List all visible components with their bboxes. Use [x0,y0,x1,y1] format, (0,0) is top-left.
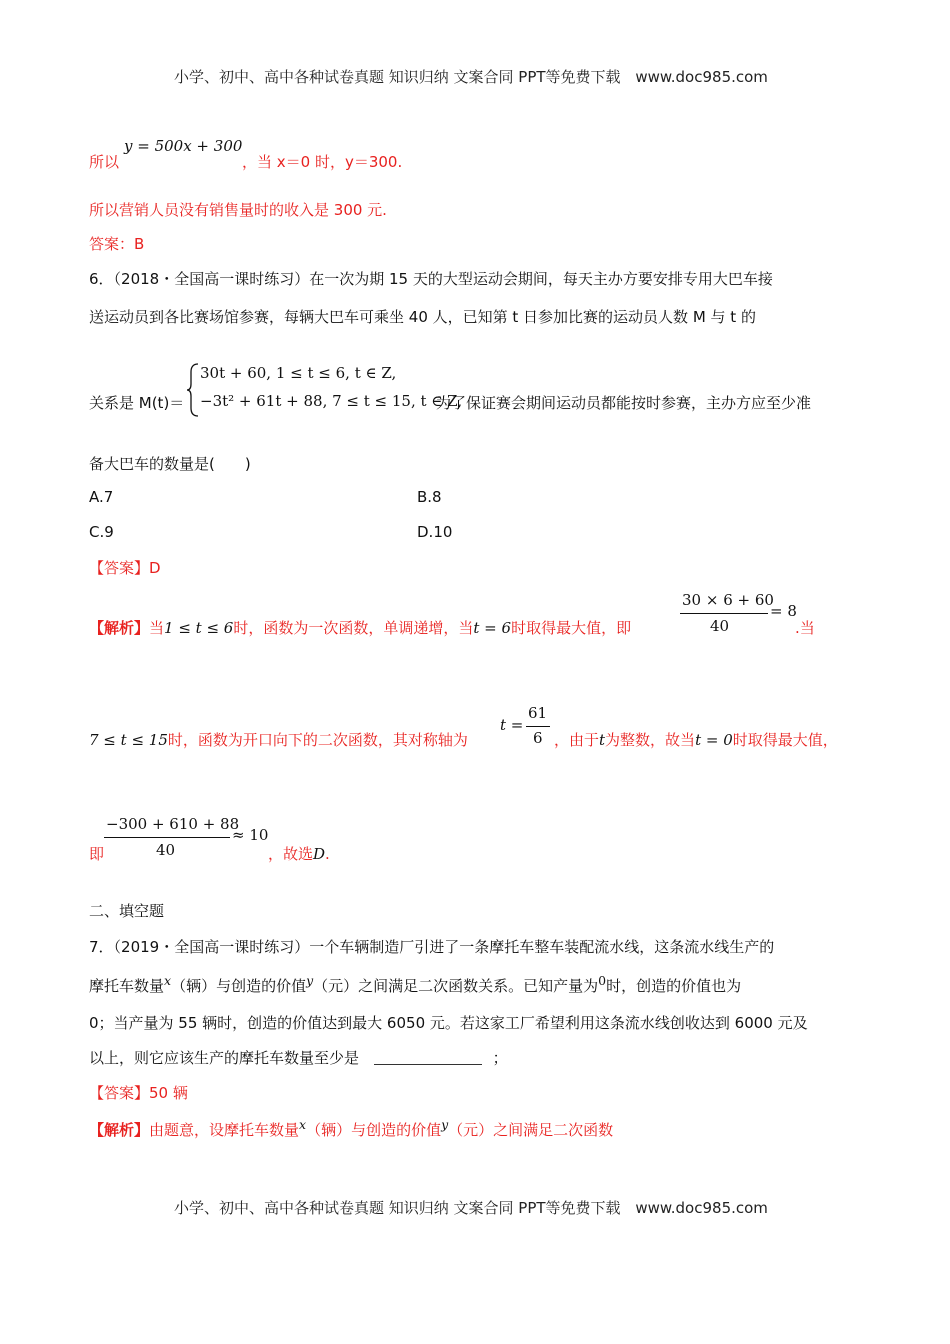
q6-line1: 6．（2018・全国高一课时练习）在一次为期 15 天的大型运动会期间，每天主办方要安排专用大巴车接 [89,270,773,288]
sol3-b: ，故选 [268,845,314,863]
sol2-t2: t [599,731,606,749]
sol2-math1: 7 ≤ t ≤ 15 [89,731,168,749]
when-text: ，当 x＝0 时，y＝300. [242,153,403,171]
page-footer [174,1197,768,1218]
equation-y: y = 500x + 300 [124,137,243,155]
frac1-line [680,613,768,614]
frac2-denominator: 6 [533,729,543,747]
sol3-d: D [313,845,326,863]
solution-6-line3 [268,843,330,864]
solution-6-line2b [554,729,838,750]
q7-line2 [89,973,741,996]
q6-relation-suffix: 为了保证赛会期间运动员都能按时参赛，主办方应至少准 [436,394,812,412]
footer-text: 小学、初中、高中各种试卷真题 知识归纳 文案合同 PPT等免费下载 [174,1199,621,1217]
sol1-math2: t = 6 [473,619,512,637]
q7-line4-text: 以上，则它应该生产的摩托车数量至少是 [89,1049,360,1067]
footer-url[interactable]: www.doc985.com [635,1199,768,1217]
sol7-b: （辆）与创造的价值 [306,1121,442,1139]
sol1-b: 时，函数为一次函数，单调递增，当 [233,619,474,637]
sol7-c: （元）之间满足二次函数 [448,1121,614,1139]
q7-x: x [164,973,172,988]
q6-line4: 备大巴车的数量是( ) [89,455,251,473]
suoyi-text: 所以 [89,153,120,171]
q7-line1: 7．（2019・全国高一课时练习）一个车辆制造厂引进了一条摩托车整车装配流水线，这条流水线生产的 [89,938,775,956]
case-2: −3t² + 61t + 88, 7 ≤ t ≤ 15, t ∈ Z, [200,392,463,410]
option-b: B.8 [417,488,442,506]
sol3-a: 即 [89,845,105,863]
q7-line4 [89,1047,508,1068]
answer-5: 答案：B [89,235,145,253]
q7-line2-c: （元）之间满足二次函数关系。已知产量为 [313,977,599,995]
solution-6-line2 [89,729,468,750]
sol2-t: t = [500,716,524,734]
sol2-a: 时，函数为开口向下的二次函数，其对称轴为 [167,731,468,749]
option-a: A.7 [89,488,114,506]
option-d: D.10 [417,523,453,541]
answer-blank[interactable] [374,1050,482,1065]
income-text: 所以营销人员没有销售量时的收入是 300 元. [89,201,387,219]
frac2-line [526,726,550,727]
frac3-denominator: 40 [156,841,176,859]
case-1: 30t + 60, 1 ≤ t ≤ 6, t ∈ Z, [200,364,397,382]
answer-6: 【答案】D [89,559,161,577]
option-c: C.9 [89,523,114,541]
frac3-numerator: −300 + 610 + 88 [106,815,240,833]
frac1-denominator: 40 [710,617,730,635]
frac3-line [104,837,230,838]
sol1-a: 当 [149,619,165,637]
sol3-end: . [325,845,330,863]
section-title: 二、填空题 [89,902,165,920]
q7-y: y [306,973,314,988]
solution-6-line1 [89,617,631,638]
page-header [174,66,768,87]
frac3-rhs: ≈ 10 [232,826,269,844]
q7-zero: 0 [598,973,607,988]
q6-relation-prefix: 关系是 M(t)＝ [89,394,185,412]
q7-line2-b: （辆）与创造的价值 [171,977,307,995]
frac1-rhs: = 8 [770,602,797,620]
solution-7-label: 【解析】 [89,1121,150,1139]
answer-7: 【答案】50 辆 [89,1084,188,1102]
q7-line3: 0；当产量为 55 辆时，创造的价值达到最大 6050 元。若这家工厂希望利用这条流水线创收达到 6000 元及 [89,1014,808,1032]
sol7-a: 由题意，设摩托车数量 [149,1121,300,1139]
sol1-end: .当 [795,619,815,637]
sol1-math1: 1 ≤ t ≤ 6 [164,619,234,637]
sol2-math2: t = 0 [695,731,733,749]
solution-label: 【解析】 [89,619,150,637]
q7-line2-a: 摩托车数量 [89,977,165,995]
q6-line2: 送运动员到各比赛场馆参赛，每辆大巴车可乘坐 40 人，已知第 t 日参加比赛的运动员人数 M 与 t 的 [89,308,756,326]
sol1-c: 时取得最大值，即 [511,619,632,637]
sol2-d: 时取得最大值， [732,731,838,749]
sol7-x: x [299,1117,307,1132]
header-url[interactable]: www.doc985.com [635,68,768,86]
solution-7 [89,1117,613,1140]
q7-line4-end: ； [492,1049,508,1067]
q7-line2-d: 时，创造的价值也为 [606,977,742,995]
frac1-numerator: 30 × 6 + 60 [682,591,774,609]
sol2-c: 为整数，故当 [605,731,696,749]
header-text: 小学、初中、高中各种试卷真题 知识归纳 文案合同 PPT等免费下载 [174,68,621,86]
sol7-y: y [441,1117,449,1132]
frac2-numerator: 61 [528,704,548,722]
sol2-b: ，由于 [554,731,600,749]
brace-icon [186,362,200,418]
